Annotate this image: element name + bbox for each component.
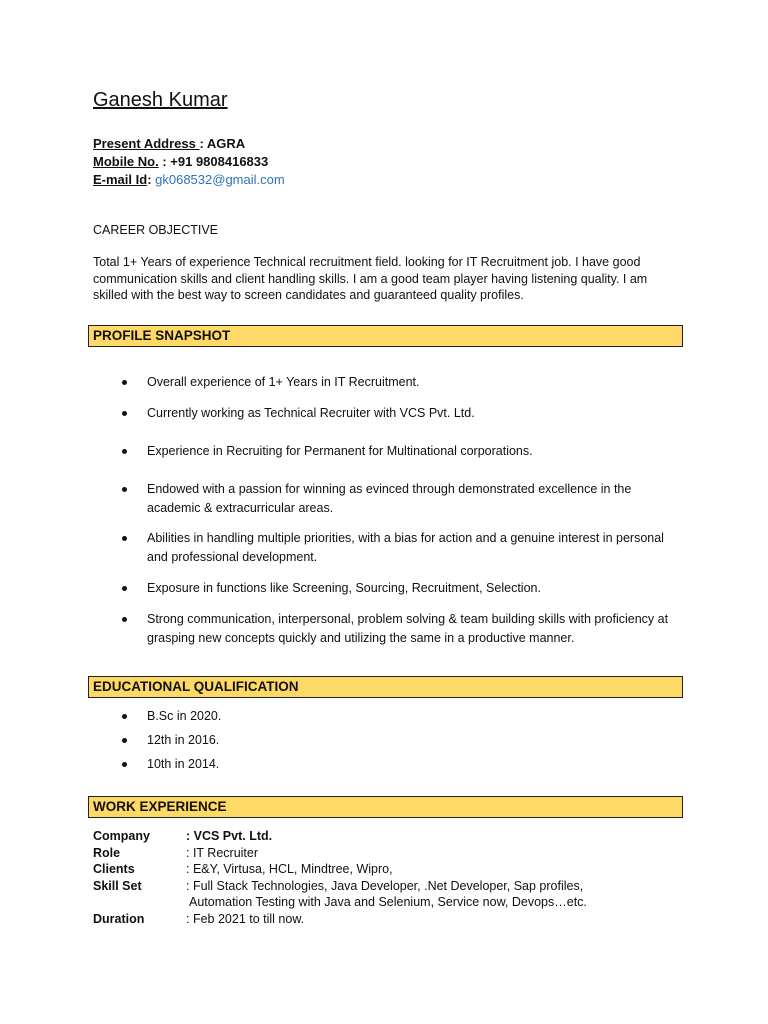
list-item: Strong communication, interpersonal, problem solving & team building skills with proficiency at grasping new concepts quickly and utilizing the same in a productive manner. — [147, 610, 687, 647]
profile-snapshot-heading: PROFILE SNAPSHOT — [88, 325, 683, 347]
company-label: Company — [93, 829, 150, 843]
clients-value: : E&Y, Virtusa, HCL, Mindtree, Wipro, — [186, 862, 393, 876]
company-value: : VCS Pvt. Ltd. — [186, 829, 273, 843]
address-value: AGRA — [206, 136, 246, 151]
list-item: Experience in Recruiting for Permanent for Multinational corporations. — [147, 442, 687, 461]
bullet-icon — [122, 411, 127, 416]
mobile-line — [93, 153, 268, 171]
role-label: Role — [93, 845, 121, 860]
bullet-icon — [122, 617, 127, 622]
clients-label: Clients — [93, 862, 135, 876]
list-item: 10th in 2014. — [147, 755, 687, 774]
mobile-label: Mobile No. — [93, 154, 159, 169]
duration-value: : Feb 2021 to till now. — [186, 911, 305, 926]
bullet-icon — [122, 380, 127, 385]
address-label: Present Address — [93, 136, 200, 151]
bullet-icon — [122, 586, 127, 591]
list-item: Currently working as Technical Recruiter with VCS Pvt. Ltd. — [147, 404, 687, 423]
bullet-icon — [122, 714, 127, 719]
email-separator: : — [147, 172, 156, 187]
work-experience-heading: WORK EXPERIENCE — [88, 796, 683, 818]
bullet-icon — [122, 762, 127, 767]
bullet-icon — [122, 449, 127, 454]
role-value: : IT Recruiter — [186, 845, 259, 860]
email-line — [93, 171, 285, 189]
skillset-label: Skill Set — [93, 878, 142, 893]
list-item: 12th in 2016. — [147, 731, 687, 750]
career-objective-heading: CAREER OBJECTIVE — [93, 223, 219, 237]
list-item: B.Sc in 2020. — [147, 707, 687, 726]
skillset-value-line-2: Automation Testing with Java and Selenium, Service now, Devops…etc. — [189, 895, 587, 909]
list-item: Overall experience of 1+ Years in IT Recruitment. — [147, 373, 687, 392]
career-objective-text: Total 1+ Years of experience Technical recruitment field. looking for IT Recruitment job. I have good communication skills and client handling skills. I am a good team player having listening quality. I am skilled with the best way to screen candidates and guaranteed quality profiles. — [93, 255, 648, 302]
address-separator: : — [199, 136, 207, 151]
duration-label: Duration — [93, 911, 145, 926]
candidate-name: Ganesh Kumar — [93, 89, 228, 111]
mobile-separator: : — [158, 154, 171, 169]
bullet-icon — [122, 487, 127, 492]
bullet-icon — [122, 738, 127, 743]
bullet-icon — [122, 536, 127, 541]
work-experience-details — [93, 828, 693, 928]
email-link[interactable]: gk068532@gmail.com — [155, 172, 285, 187]
skillset-value-line-1: : Full Stack Technologies, Java Developer, .Net Developer, Sap profiles, — [186, 878, 584, 893]
list-item: Endowed with a passion for winning as evinced through demonstrated excellence in the academic & extracurricular areas. — [147, 480, 687, 517]
address-line — [93, 135, 245, 153]
list-item: Abilities in handling multiple priorities, with a bias for action and a genuine interest in personal and professional development. — [147, 529, 687, 566]
list-item: Exposure in functions like Screening, Sourcing, Recruitment, Selection. — [147, 579, 687, 598]
education-heading: EDUCATIONAL QUALIFICATION — [88, 676, 683, 698]
email-label: E-mail Id — [93, 172, 148, 187]
mobile-value: +91 9808416833 — [170, 154, 269, 169]
